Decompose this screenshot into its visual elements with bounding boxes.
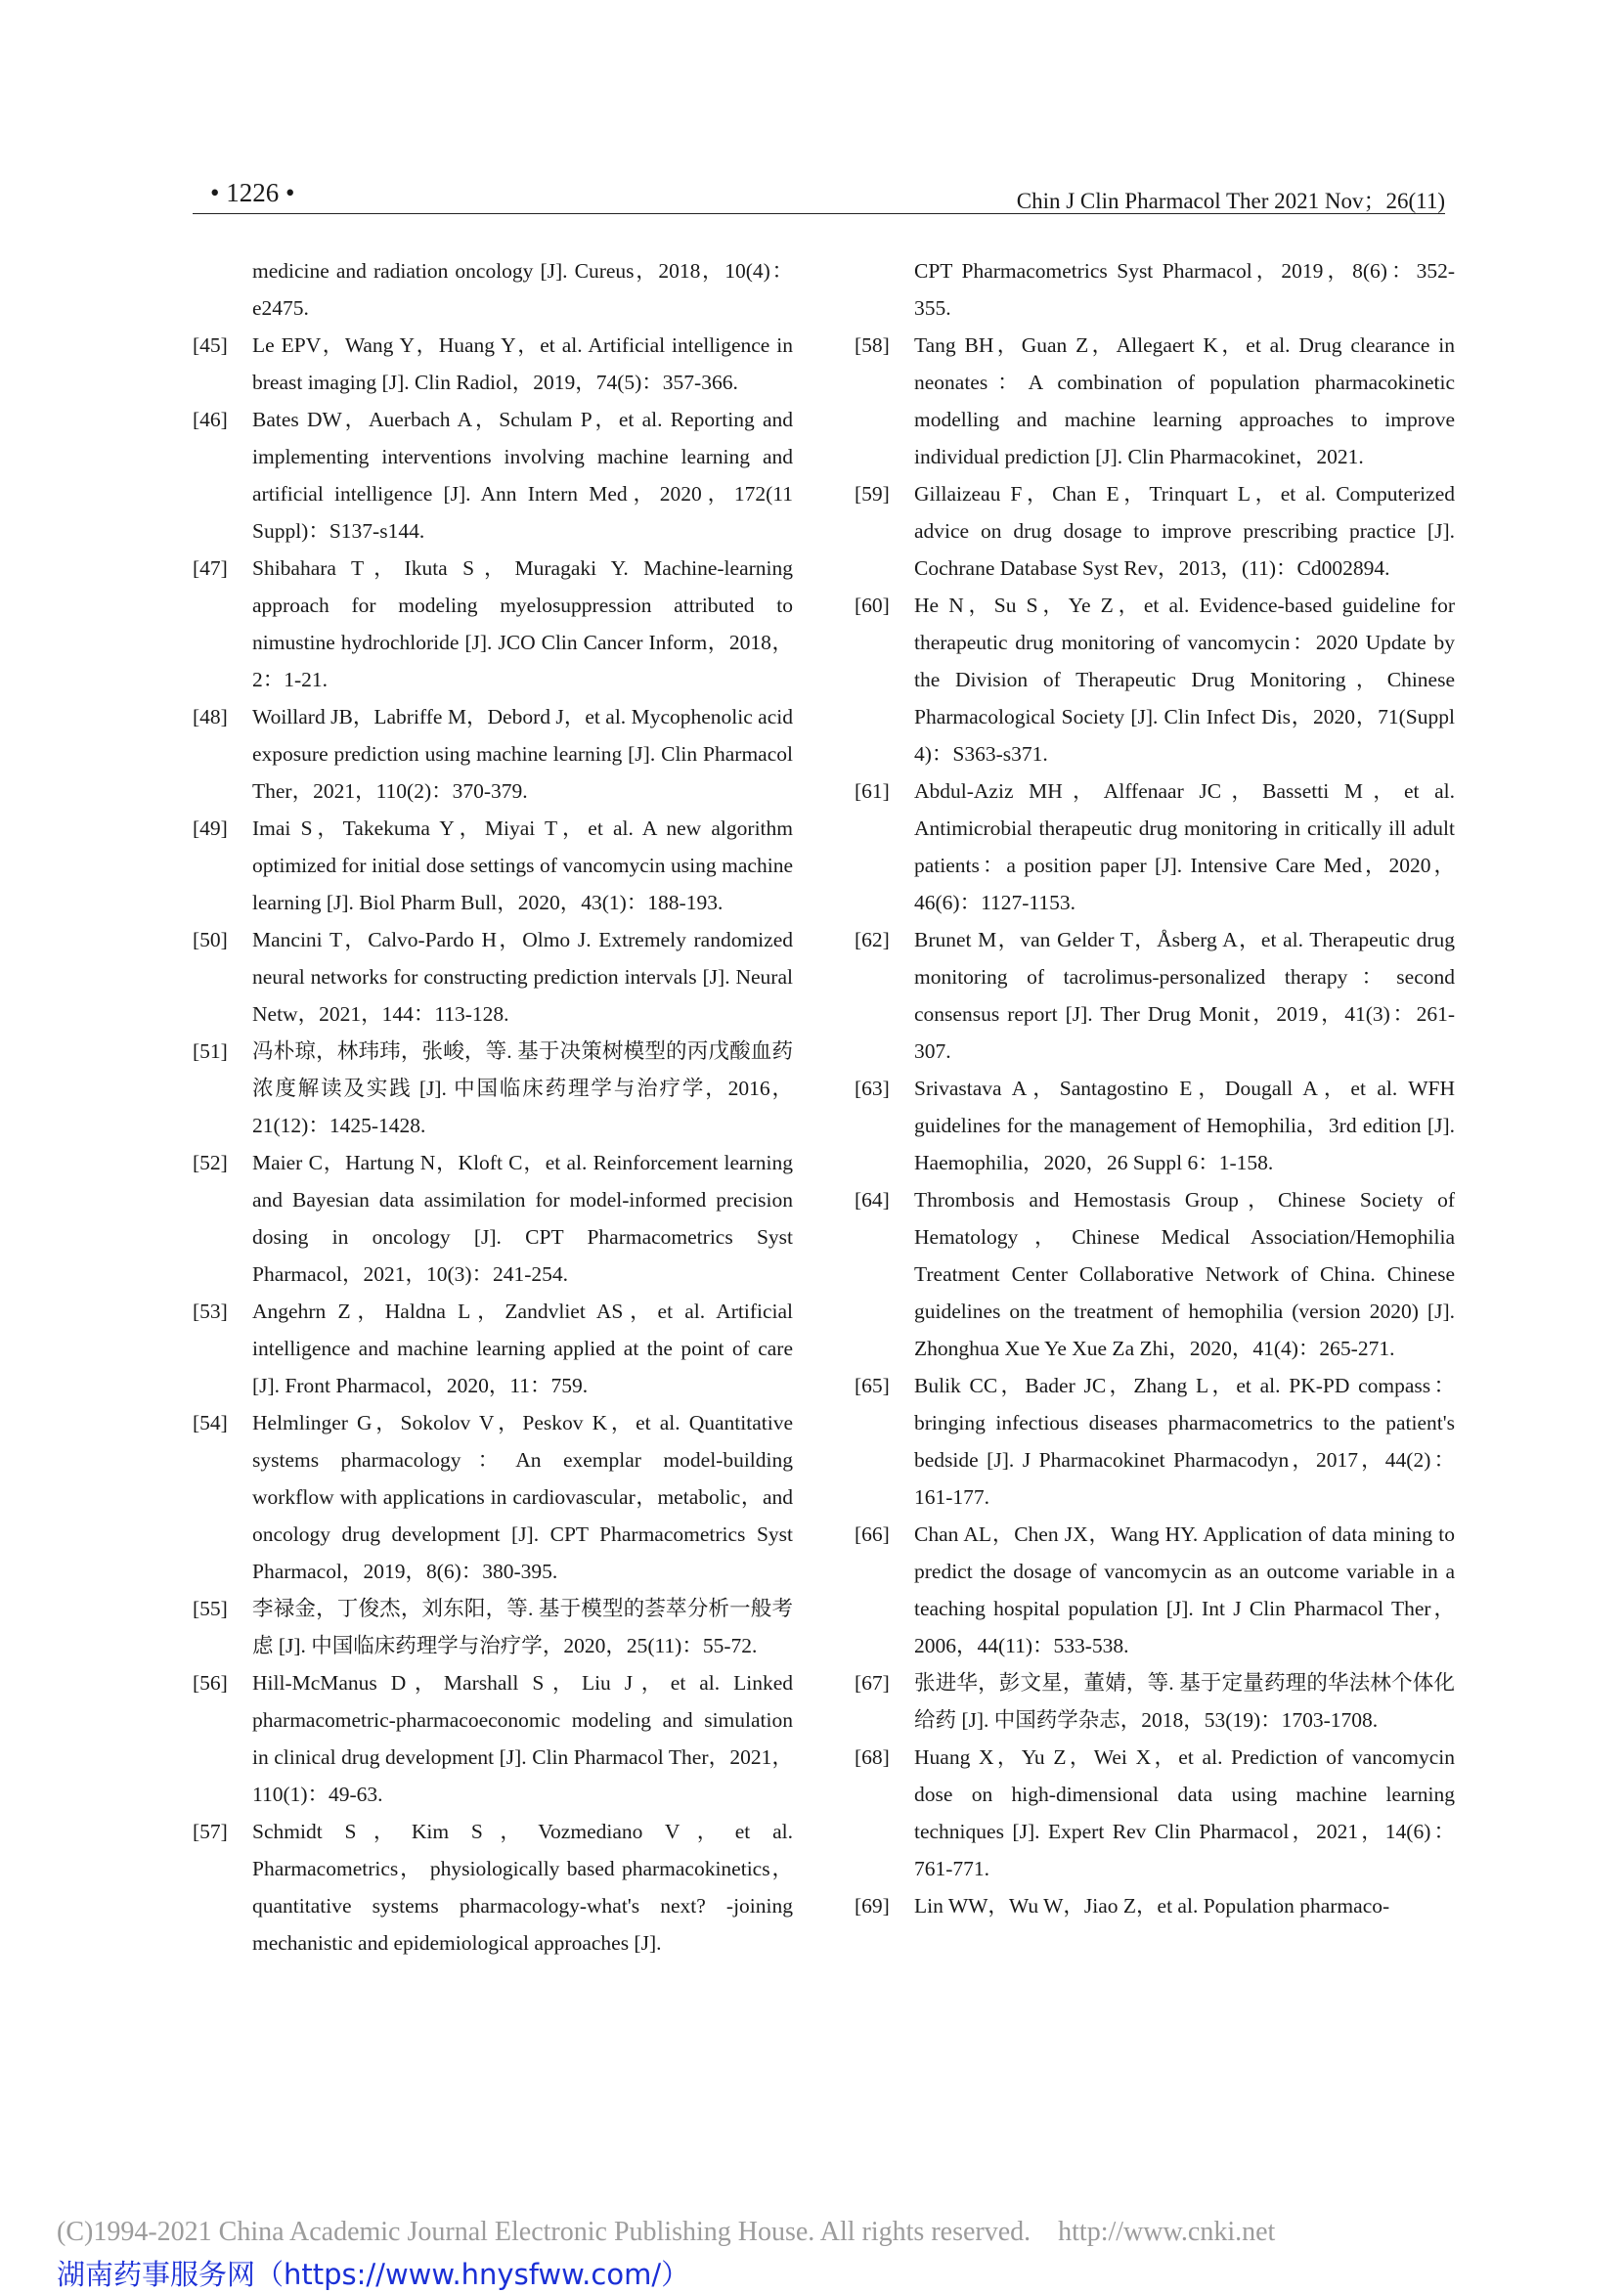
reference-text: He N，Su S，Ye Z，et al. Evidence-based guideline for therapeutic drug monitoring of vancomycin：2020 Update by the Division of Therapeutic Drug Monitoring，Chinese Pharmacological Society [J]. Clin Infect Dis，2020，71(Suppl 4)：S363-s371. (914, 594, 1455, 766)
reference-number: [47] (193, 556, 228, 580)
reference-number: [62] (855, 928, 890, 951)
reference-number: [51] (193, 1039, 228, 1063)
reference-text: Brunet M，van Gelder T，Åsberg A，et al. Therapeutic drug monitoring of tacrolimus-personalized therapy：second consensus report [J]. Ther Drug Monit，2019，41(3)：261-307. (914, 928, 1455, 1063)
reference-item (855, 1070, 1455, 1181)
reference-number: [61] (855, 779, 890, 803)
reference-number: [58] (855, 333, 890, 357)
journal-running-title: Chin J Clin Pharmacol Ther 2021 Nov；26(11) (1016, 189, 1445, 213)
reference-item (193, 327, 793, 401)
reference-text: 李禄金，丁俊杰，刘东阳，等. 基于模型的荟萃分析一般考虑 [J]. 中国临床药理学与治疗学，2020，25(11)：55-72. (252, 1597, 793, 1657)
reference-text: Gillaizeau F，Chan E，Trinquart L，et al. Computerized advice on drug dosage to improve prescribing practice [J]. Cochrane Database Syst Rev，2013，(11)：Cd002894. (914, 482, 1455, 580)
reference-text: Srivastava A，Santagostino E，Dougall A，et al. WFH guidelines for the management of Hemophilia，3rd edition [J]. Haemophilia，2020，26 Suppl 6：1-158. (914, 1077, 1455, 1174)
reference-item (855, 1739, 1455, 1887)
reference-item (855, 327, 1455, 475)
reference-item (193, 698, 793, 810)
reference-number: [64] (855, 1188, 890, 1212)
cnki-link[interactable]: http://www.cnki.net (1058, 2217, 1276, 2247)
reference-text: Hill-McManus D，Marshall S，Liu J，et al. Linked pharmacometric-pharmacoeconomic modeling and simulation in clinical drug development [J]. Clin Pharmacol Ther，2021，110(1)：49-63. (252, 1671, 793, 1806)
reference-number: [56] (193, 1671, 228, 1695)
reference-item (855, 921, 1455, 1070)
reference-text: Lin WW，Wu W，Jiao Z，et al. Population pharmaco- (914, 1894, 1390, 1918)
reference-text: 冯朴琼，林玮玮，张峻，等. 基于决策树模型的丙戊酸血药浓度解读及实践 [J]. 中国临床药理学与治疗学，2016，21(12)：1425-1428. (252, 1039, 793, 1137)
reference-number: [52] (193, 1151, 228, 1174)
reference-column-right (855, 252, 1455, 1924)
reference-item (193, 1293, 793, 1404)
reference-item (855, 475, 1455, 587)
reference-item (193, 810, 793, 921)
reference-number: [53] (193, 1300, 228, 1323)
reference-number: [46] (193, 408, 228, 431)
reference-number: [48] (193, 705, 228, 728)
reference-text: 张进华，彭文星，董婧，等. 基于定量药理的华法林个体化给药 [J]. 中国药学杂志，2018，53(19)：1703-1708. (914, 1671, 1455, 1732)
reference-number: [57] (193, 1820, 228, 1843)
reference-item (193, 1404, 793, 1590)
reference-text: Huang X，Yu Z，Wei X，et al. Prediction of vancomycin dose on high-dimensional data using machine learning techniques [J]. Expert Rev Clin Pharmacol，2021，14(6)：761-771. (914, 1745, 1455, 1880)
source-site-link[interactable]: 湖南药事服务网（https://www.hnysfww.com/） (57, 2258, 690, 2291)
reference-number: [55] (193, 1597, 228, 1620)
reference-number: [69] (855, 1894, 890, 1918)
reference-item (193, 1813, 793, 1962)
reference-item (193, 1144, 793, 1293)
reference-text: Angehrn Z，Haldna L，Zandvliet AS，et al. Artificial intelligence and machine learning applied at the point of care [J]. Front Pharmacol，2020，11：759. (252, 1300, 793, 1397)
reference-continuation (855, 252, 1455, 327)
reference-text: Woillard JB，Labriffe M，Debord J，et al. Mycophenolic acid exposure prediction using machine learning [J]. Clin Pharmacol Ther，2021，110(2)：370-379. (252, 705, 793, 803)
reference-item (855, 1181, 1455, 1367)
reference-item (855, 1367, 1455, 1516)
reference-text: Helmlinger G，Sokolov V，Peskov K，et al. Quantitative systems pharmacology：An exemplar model-building workflow with applications in cardiovascular，metabolic，and oncology drug development [J]. CPT Pharmacometrics Syst Pharmacol，2019，8(6)：380-395. (252, 1411, 793, 1583)
reference-number: [49] (193, 816, 228, 840)
reference-item (193, 401, 793, 550)
reference-text: CPT Pharmacometrics Syst Pharmacol，2019，8(6)：352-355. (914, 259, 1455, 320)
reference-text: Tang BH，Guan Z，Allegaert K，et al. Drug clearance in neonates：A combination of population pharmacokinetic modelling and machine learning approaches to improve individual prediction [J]. Clin Pharmacokinet，2021. (914, 333, 1455, 468)
reference-column-left (193, 252, 793, 1962)
reference-item (855, 1887, 1455, 1924)
reference-item (855, 1516, 1455, 1664)
reference-number: [67] (855, 1671, 890, 1695)
page-number: • 1226 • (210, 178, 295, 207)
reference-text: Bates DW，Auerbach A，Schulam P，et al. Reporting and implementing interventions involving machine learning and artificial intelligence [J]. Ann Intern Med，2020，172(11 Suppl)：S137-s144. (252, 408, 793, 543)
copyright-notice (57, 2217, 1275, 2248)
reference-text: Abdul-Aziz MH，Alffenaar JC，Bassetti M，et al. Antimicrobial therapeutic drug monitoring in critically ill adult patients：a position paper [J]. Intensive Care Med，2020，46(6)：1127-1153. (914, 779, 1455, 914)
reference-item (855, 1664, 1455, 1739)
reference-text: Shibahara T，Ikuta S，Muragaki Y. Machine-learning approach for modeling myelosuppression attributed to nimustine hydrochloride [J]. JCO Clin Cancer Inform，2018，2：1-21. (252, 556, 793, 691)
reference-number: [59] (855, 482, 890, 506)
reference-item (193, 1033, 793, 1144)
reference-continuation (193, 252, 793, 327)
reference-number: [63] (855, 1077, 890, 1100)
reference-text: Maier C，Hartung N，Kloft C，et al. Reinforcement learning and Bayesian data assimilation for model-informed precision dosing in oncology [J]. CPT Pharmacometrics Syst Pharmacol，2021，10(3)：241-254. (252, 1151, 793, 1286)
reference-number: [60] (855, 594, 890, 617)
reference-text: Imai S，Takekuma Y，Miyai T，et al. A new algorithm optimized for initial dose settings of vancomycin using machine learning [J]. Biol Pharm Bull，2020，43(1)：188-193. (252, 816, 793, 914)
reference-number: [65] (855, 1374, 890, 1397)
reference-text: Chan AL，Chen JX，Wang HY. Application of data mining to predict the dosage of vancomycin as an outcome variable in a teaching hospital population [J]. Int J Clin Pharmacol Ther，2006，44(11)：533-538. (914, 1522, 1455, 1657)
reference-item (193, 550, 793, 698)
reference-text: Mancini T，Calvo-Pardo H，Olmo J. Extremely randomized neural networks for constructing prediction intervals [J]. Neural Netw，2021，144：113-128. (252, 928, 793, 1026)
copyright-text: (C)1994-2021 China Academic Journal Electronic Publishing House. All rights reserved. (57, 2217, 1031, 2247)
reference-item (193, 1664, 793, 1813)
reference-number: [45] (193, 333, 228, 357)
reference-text: Thrombosis and Hemostasis Group，Chinese Society of Hematology，Chinese Medical Association/Hemophilia Treatment Center Collaborative Network of China. Chinese guidelines on the treatment of hemophilia (version 2020) [J]. Zhonghua Xue Ye Xue Za Zhi，2020，41(4)：265-271. (914, 1188, 1455, 1360)
reference-text: medicine and radiation oncology [J]. Cureus，2018，10(4)：e2475. (252, 259, 793, 320)
reference-number: [66] (855, 1522, 890, 1546)
reference-number: [50] (193, 928, 228, 951)
reference-number: [54] (193, 1411, 228, 1434)
reference-item (855, 587, 1455, 772)
reference-item (193, 1590, 793, 1664)
reference-number: [68] (855, 1745, 890, 1769)
reference-text: Le EPV，Wang Y，Huang Y，et al. Artificial intelligence in breast imaging [J]. Clin Radiol，2019，74(5)：357-366. (252, 333, 793, 394)
reference-item (855, 772, 1455, 921)
reference-text: Bulik CC，Bader JC，Zhang L，et al. PK-PD compass：bringing infectious diseases pharmacometrics to the patient's bedside [J]. J Pharmacokinet Pharmacodyn，2017，44(2)：161-177. (914, 1374, 1455, 1509)
page-header (193, 178, 1445, 214)
reference-item (193, 921, 793, 1033)
reference-text: Schmidt S，Kim S，Vozmediano V，et al. Pharmacometrics， physiologically based pharmacokinetics，quantitative systems pharmacology-what's next? -joining mechanistic and epidemiological approaches [J]. (252, 1820, 793, 1955)
